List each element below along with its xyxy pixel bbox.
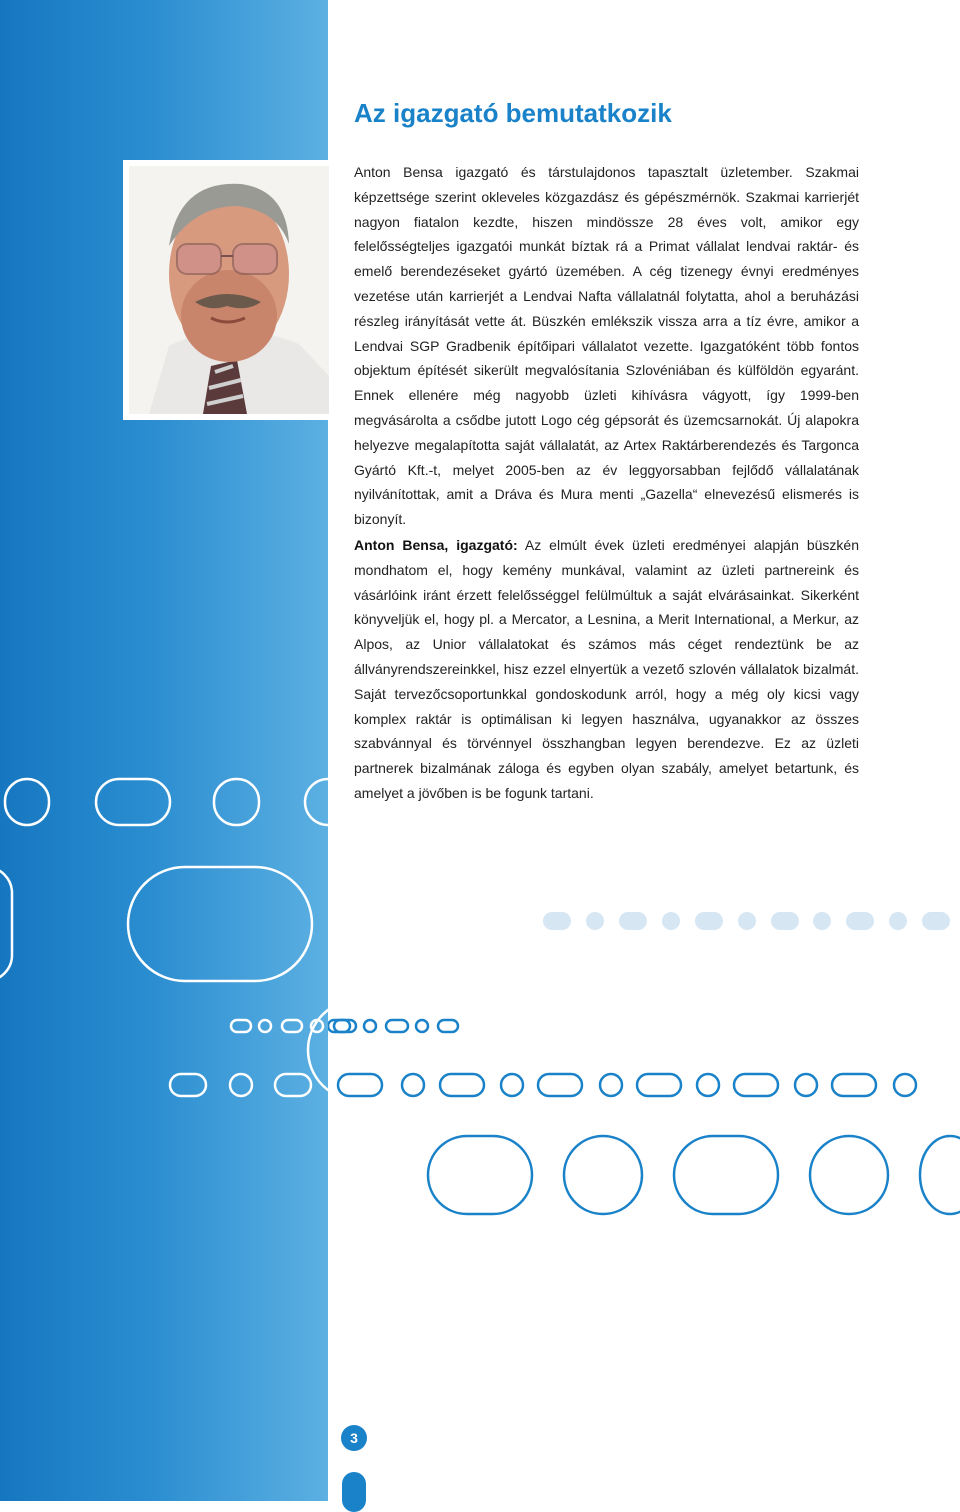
page-tab-marker: [342, 1472, 366, 1512]
page-number: 3: [341, 1425, 367, 1451]
quote-paragraph: [354, 533, 859, 806]
decorative-pattern-right: [328, 900, 960, 1220]
portrait-illustration: [129, 166, 329, 414]
quote-speaker: Anton Bensa, igazgató:: [354, 537, 518, 553]
intro-paragraph: Anton Bensa igazgató és társtulajdonos tapasztalt üzletember. Szakmai képzettsége szerint okleveles közgazdász és gépészmérnök. Szakmai karrierjét nagyon fiatalon kezdte, hiszen mindössze 28 éves volt, amikor egy felelősségteljes igazgatói munkát bíztak rá a Primat vállalat lendvai raktár- és emelő berendezéseket gyártó üzemében. A cég tizenegy évnyi eredményes vezetése után karrierjét a Lendvai Nafta vállalatnál folytatta, ahol a beruházási részleg irányítását vette át. Büszkén emlékszik vissza arra a tíz évre, amikor a Lendvai SGP Gradbenik építőipari vállalatot vezette. Igazgatóként több fontos objektum építését sikerült megvalósítania Szlovéniában és külföldön egyaránt. Ennek ellenére még nagyobb üzleti kihívásra vágyott, így 1999-ben megvásárolta a csődbe jutott Logo cég gépsorát és üzemcsarnokát. Új alapokra helyezve megalapította saját vállalatát, az Artex Raktárberendezés és Targonca Gyártó Kft.-t, melyet 2005-ben az év leggyorsabban fejlődő vállalatának nyilvánítottak, amit a Dráva és Mura menti „Gazella“ elnevezésű elismerés is bizonyít.: [354, 164, 859, 528]
quote-text: Az elmúlt évek üzleti eredményei alapján büszkén mondhatom el, hogy kemény munkával, valamint az üzleti partnereink és vásárlóink iránt érzett felelősséggel felülmúltuk a saját elvárásainkat. Sikerként könyveljük el, hogy pl. a Mercator, a Lesnina, a Merit International, a Merkur, az Alpos, az Unior vállalatokat és számos más céget rendeztünk be az állványrendszereinkkel, hisz ezzel elnyertük a vezető szlovén vállalatok bizalmát. Saját tervezőcsoportunkkal gondoskodunk arról, hogy a még oly kicsi vagy komplex raktár is optimálisan ki legyen használva, ugyanakkor az összes szabvánnyal és törvénnyel összhangban legyen berendezve. Ez az üzleti partnerek bizalmának záloga és egyben olyan szabály, amelyet betartunk, és amelyet a jövőben is be fogunk tartani.: [354, 537, 859, 801]
portrait-photo-frame: [123, 160, 329, 420]
page-title: Az igazgató bemutatkozik: [354, 98, 672, 128]
portrait-photo: [129, 166, 329, 414]
